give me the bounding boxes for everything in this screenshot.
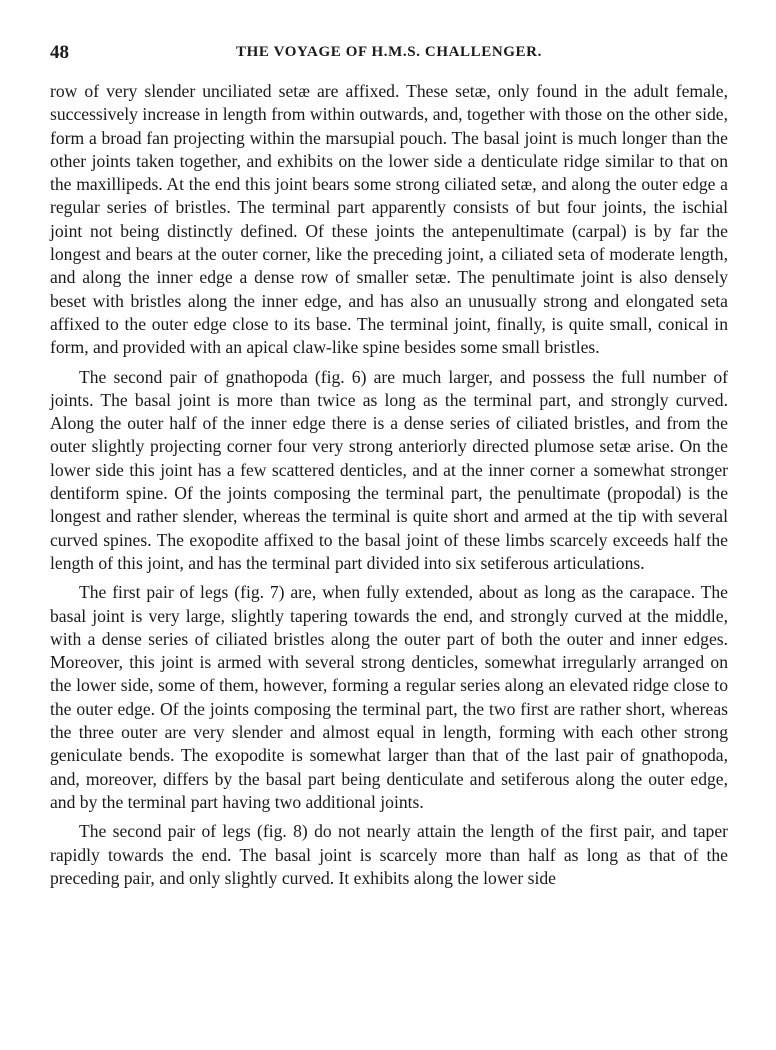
page-header: [50, 38, 728, 66]
running-title: THE VOYAGE OF H.M.S. CHALLENGER.: [236, 44, 542, 60]
paragraph-continued: row of very slender unciliated setæ are affixed. These setæ, only found in the adult female, successively increase in length from within outwards, and, together with those on the other side, form a broad fan projecting within the marsupial pouch. The basal joint is much longer than the other joints taken together, and exhibits on the lower side a denticulate ridge similar to that on the maxillipeds. At the end this joint bears some strong ciliated setæ, and along the outer edge a regular series of bristles. The terminal part apparently consists of but four joints, the ischial joint not being distinctly defined. Of these joints the antepenultimate (carpal) is by far the longest and bears at the outer corner, like the preceding joint, a ciliated seta of moderate length, and along the inner edge a dense row of smaller setæ. The penultimate joint is also densely beset with bristles along the inner edge, and has also an unusually strong and elongated seta affixed to the outer edge close to its base. The terminal joint, finally, is quite small, conical in form, and provided with an apical claw-like spine besides some small bristles.: [50, 81, 728, 358]
page-number: 48: [50, 42, 69, 63]
body-text: [50, 80, 728, 890]
paragraph-second-gnathopoda: The second pair of gnathopoda (fig. 6) are much larger, and possess the full number of joints. The basal joint is more than twice as long as the terminal part, and strongly curved. Along the outer half of the inner edge there is a dense series of ciliated bristles, and from the outer slightly projecting corner four very strong anteriorly directed plumose setæ arise. On the lower side this joint has a few scattered denticles, and at the inner corner a somewhat stronger dentiform spine. Of the joints composing the terminal part, the penultimate (propodal) is the longest and rather slender, whereas the terminal is quite short and armed at the tip with several curved spines. The exopodite affixed to the basal joint of these limbs scarcely exceeds half the length of this joint, and has the terminal part divided into six setiferous articulations.: [50, 366, 728, 573]
document-page: [50, 38, 728, 896]
paragraph-second-legs: The second pair of legs (fig. 8) do not nearly attain the length of the first pair, and taper rapidly towards the end. The basal joint is scarcely more than half as long as that of the preceding pair, and only slightly curved. It exhibits along the lower side: [50, 821, 728, 888]
paragraph-first-legs: The first pair of legs (fig. 7) are, when fully extended, about as long as the carapace. The basal joint is very large, slightly tapering towards the end, and strongly curved at the middle, with a dense series of ciliated bristles along the outer part of both the outer and inner edges. Moreover, this joint is armed with several strong denticles, somewhat irregularly arranged on the lower side, some of them, however, forming a regular series along an elevated ridge close to the outer edge. Of the joints composing the terminal part, the two first are rather short, whereas the three outer are very slender and almost equal in length, forming with each other strong geniculate bends. The exopodite is somewhat larger than that of the last pair of gnathopoda, and, moreover, differs by the basal part being denticulate and setiferous along the outer edge, and by the terminal part having two additional joints.: [50, 582, 728, 812]
